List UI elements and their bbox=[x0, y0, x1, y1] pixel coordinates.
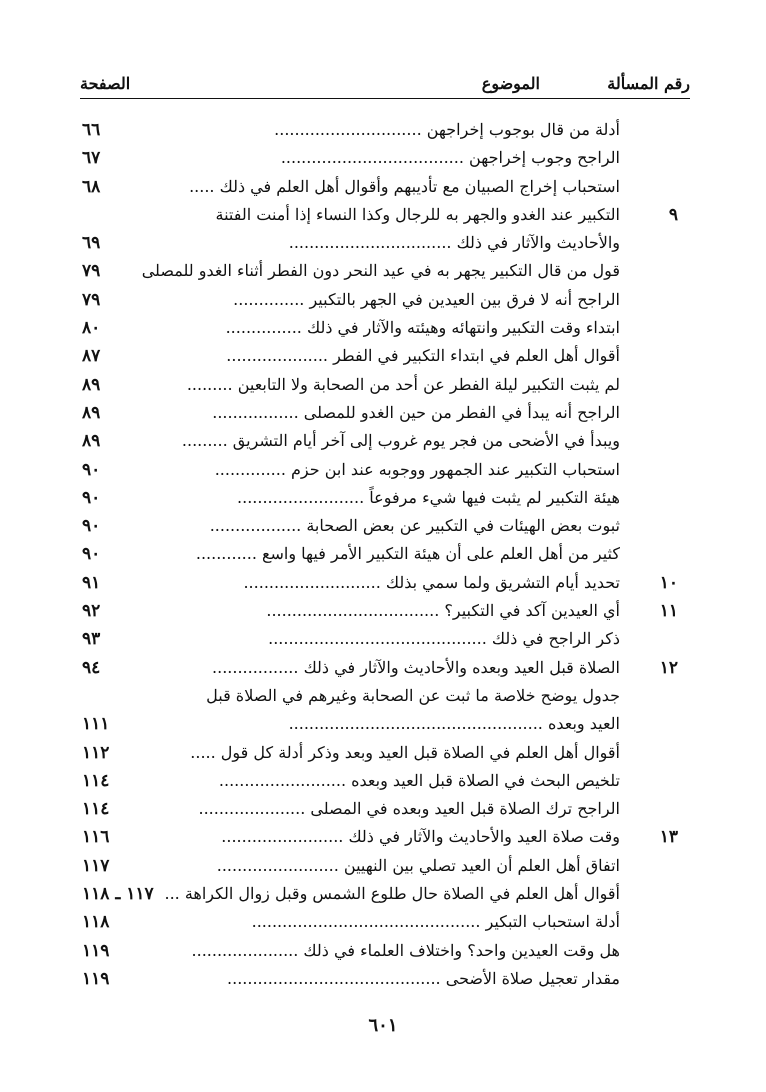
page-ref: ٩٠ bbox=[82, 516, 101, 537]
page-number: ٦٠١ bbox=[368, 1015, 398, 1036]
page-ref: ٨٧ bbox=[82, 346, 101, 367]
topic-text: ذكر الراجح في ذلك ........................................... bbox=[268, 629, 620, 649]
page-ref: ٦٩ bbox=[82, 233, 101, 254]
table-row bbox=[0, 966, 766, 994]
topic-text: العيد وبعده .................................................. bbox=[288, 714, 620, 734]
page-ref: ١١٩ bbox=[82, 968, 110, 989]
topic-text: جدول يوضح خلاصة ما ثبت عن الصحابة وغيرهم في الصلاة قبل bbox=[206, 685, 620, 705]
table-row bbox=[0, 881, 766, 909]
page-ref: ١١٧ bbox=[82, 855, 110, 876]
topic-text: استحباب إخراج الصبيان مع تأديبهم وأقوال أهل العلم في ذلك ..... bbox=[189, 176, 620, 196]
page-ref: ٩١ bbox=[82, 572, 101, 593]
topic-text: استحباب التكبير عند الجمهور ووجوبه عند ابن حزم .............. bbox=[214, 459, 620, 479]
page-ref: ٨٩ bbox=[82, 431, 101, 452]
topic-text: التكبير عند الغدو والجهر به للرجال وكذا النساء إذا أمنت الفتنة bbox=[215, 204, 620, 224]
page-ref: ٨٩ bbox=[82, 402, 101, 423]
page-ref: ٦٦ bbox=[82, 120, 101, 140]
table-header bbox=[80, 70, 690, 99]
table-row bbox=[0, 655, 766, 683]
issue-number: ١٢ bbox=[659, 657, 678, 678]
table-row bbox=[0, 287, 766, 315]
table-row bbox=[0, 853, 766, 881]
table-row bbox=[0, 457, 766, 485]
page-ref: ١١١ bbox=[82, 714, 110, 735]
table-row bbox=[0, 824, 766, 852]
table-row bbox=[0, 711, 766, 739]
topic-text: هيئة التكبير لم يثبت فيها شيء مرفوعاً ......................... bbox=[237, 487, 620, 507]
page-ref: ٩٠ bbox=[82, 459, 101, 480]
issue-number: ١١ bbox=[659, 601, 678, 622]
topic-text: ثبوت بعض الهيئات في التكبير عن بعض الصحابة .................. bbox=[209, 516, 620, 536]
table-row bbox=[0, 598, 766, 626]
page-ref: ١١٤ bbox=[82, 770, 110, 791]
topic-text: أدلة استحباب التبكير ............................................. bbox=[251, 912, 620, 932]
topic-text: اتفاق أهل العلم أن العيد تصلي بين النهيين ........................ bbox=[216, 855, 620, 875]
page-ref: ٩٢ bbox=[82, 601, 101, 622]
topic-text: قول من قال التكبير يجهر به في عيد النحر دون الفطر أثناء الغدو للمصلى bbox=[141, 261, 620, 281]
table-row bbox=[0, 938, 766, 966]
table-row bbox=[0, 117, 766, 145]
table-row bbox=[0, 796, 766, 824]
topic-text: أي العيدين آكد في التكبير؟ .................................. bbox=[266, 601, 620, 621]
topic-text: ويبدأ في الأضحى من فجر يوم غروب إلى آخر أيام التشريق ......... bbox=[181, 431, 620, 451]
table-row bbox=[0, 626, 766, 654]
topic-text: وقت صلاة العيد والأحاديث والآثار في ذلك ........................ bbox=[221, 827, 620, 847]
topic-text: لم يثبت التكبير ليلة الفطر عن أحد من الصحابة ولا التابعين ......... bbox=[186, 374, 620, 394]
page-ref: ١١٧ ـ ١١٨ bbox=[82, 884, 154, 905]
topic-text: أقوال أهل العلم في الصلاة قبل العيد وبعد وذكر أدلة كل قول ..... bbox=[190, 742, 620, 762]
topic-text: كثير من أهل العلم على أن هيئة التكبير الأمر فيها واسع ............ bbox=[195, 544, 620, 564]
page-ref: ٦٨ bbox=[82, 176, 101, 197]
issue-number: ٩ bbox=[668, 204, 678, 225]
header-page: الصفحة bbox=[80, 74, 131, 93]
index-rows bbox=[0, 117, 766, 994]
page-ref: ١١٢ bbox=[82, 742, 110, 763]
page-ref: ١١٩ bbox=[82, 940, 110, 961]
page-ref: ٨٩ bbox=[82, 374, 101, 395]
table-row bbox=[0, 315, 766, 343]
table-row bbox=[0, 740, 766, 768]
issue-number: ١٣ bbox=[659, 827, 678, 848]
page-ref: ١١٤ bbox=[82, 799, 110, 820]
page-ref: ٦٧ bbox=[82, 148, 101, 169]
topic-text: أدلة من قال بوجوب إخراجهن ............................. bbox=[274, 120, 620, 139]
topic-text: تحديد أيام التشريق ولما سمي بذلك ........................... bbox=[243, 572, 620, 592]
table-row bbox=[0, 909, 766, 937]
page-ref: ٧٩ bbox=[82, 261, 101, 282]
topic-text: الراجح أنه لا فرق بين العيدين في الجهر بالتكبير .............. bbox=[233, 289, 620, 309]
page-ref: ٩٤ bbox=[82, 657, 101, 678]
topic-text: أقوال أهل العلم في الصلاة حال طلوع الشمس وقبل زوال الكراهة ... bbox=[164, 884, 620, 904]
table-row bbox=[0, 428, 766, 456]
table-row bbox=[0, 400, 766, 428]
table-row bbox=[0, 541, 766, 569]
topic-text: والأحاديث والآثار في ذلك ................................ bbox=[288, 233, 620, 253]
topic-text: الراجح ترك الصلاة قبل العيد وبعده في المصلى ..................... bbox=[198, 799, 620, 819]
topic-text: مقدار تعجيل صلاة الأضحى .......................................... bbox=[227, 968, 620, 988]
topic-text: أقوال أهل العلم في ابتداء التكبير في الفطر .................... bbox=[226, 346, 620, 366]
page-ref: ٩٠ bbox=[82, 487, 101, 508]
page-ref: ١١٨ bbox=[82, 912, 110, 933]
page-ref: ٧٩ bbox=[82, 289, 101, 310]
page-ref: ٨٠ bbox=[82, 318, 101, 339]
table-row bbox=[0, 683, 766, 711]
header-issue-number: رقم المسألة bbox=[607, 74, 690, 93]
table-row bbox=[0, 570, 766, 598]
table-row bbox=[0, 513, 766, 541]
table-row bbox=[0, 145, 766, 173]
table-row bbox=[0, 202, 766, 230]
page-ref: ٩٠ bbox=[82, 544, 101, 565]
page-ref: ١١٦ bbox=[82, 827, 110, 848]
table-row bbox=[0, 343, 766, 371]
table-row bbox=[0, 372, 766, 400]
topic-text: هل وقت العيدين واحد؟ واختلاف العلماء في ذلك ..................... bbox=[191, 940, 620, 960]
table-row bbox=[0, 230, 766, 258]
table-row bbox=[0, 174, 766, 202]
topic-text: تلخيص البحث في الصلاة قبل العيد وبعده ......................... bbox=[218, 770, 620, 790]
topic-text: الراجح وجوب إخراجهن .................................... bbox=[280, 148, 620, 168]
topic-text: الراجح أنه يبدأ في الفطر من حين الغدو للمصلى ................. bbox=[212, 402, 620, 422]
header-topic: الموضوع bbox=[481, 74, 540, 93]
topic-text: الصلاة قبل العيد وبعده والأحاديث والآثار في ذلك ................. bbox=[212, 657, 620, 677]
issue-number: ١٠ bbox=[659, 572, 678, 593]
table-row bbox=[0, 768, 766, 796]
topic-text: ابتداء وقت التكبير وانتهائه وهيئته والآثار في ذلك ............... bbox=[225, 318, 620, 338]
page-ref: ٩٣ bbox=[82, 629, 101, 650]
table-row bbox=[0, 485, 766, 513]
table-row bbox=[0, 258, 766, 286]
